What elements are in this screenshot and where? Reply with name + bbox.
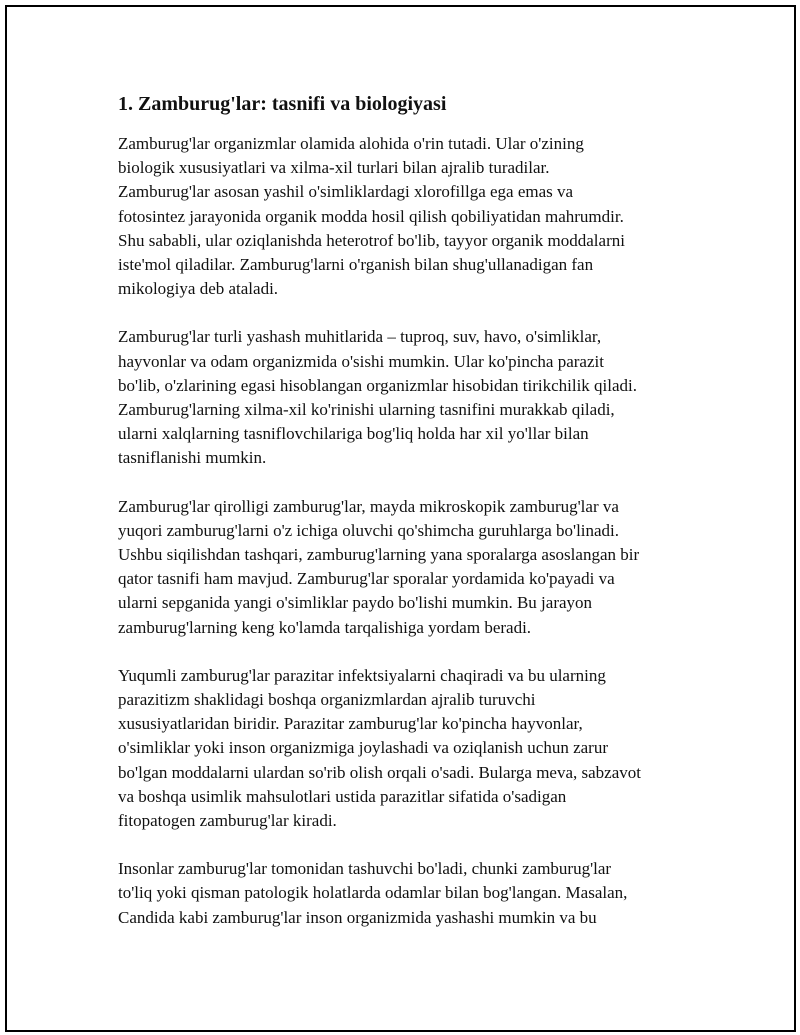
text-line: iste'mol qiladilar. Zamburug'larni o'rganish bilan shug'ullanadigan fan [118, 255, 594, 275]
text-line: o'simliklar yoki inson organizmiga joylashadi va oziqlanish uchun zarur [118, 738, 608, 758]
page-frame [5, 5, 796, 1032]
text-line: bo'lib, o'zlarining egasi hisoblangan organizmlar hisobidan tirikchilik qiladi. [118, 375, 638, 395]
text-line: mikologiya deb ataladi. [118, 279, 279, 299]
text-line: Zamburug'lar organizmlar olamida alohida o'rin tutadi. Ular o'zining [118, 134, 584, 153]
text-line: Ushbu siqilishdan tashqari, zamburug'larning yana sporalarga asoslangan bir [118, 545, 640, 565]
text-line: Insonlar zamburug'lar tomonidan tashuvchi bo'ladi, chunki zamburug'lar [118, 859, 612, 879]
paragraph-3 [118, 495, 708, 640]
text-line: tasniflanishi mumkin. [118, 448, 267, 468]
text-line: biologik xususiyatlari va xilma-xil turlari bilan ajralib turadilar. [118, 158, 550, 178]
text-line: Zamburug'lar asosan yashil o'simliklardagi xlorofillga ega emas va [118, 182, 574, 202]
text-line: fitopatogen zamburug'lar kiradi. [118, 811, 337, 831]
text-line: ularni xalqlarning tasniflovchilariga bog'liq holda har xil yo'llar bilan [118, 424, 589, 444]
text-line: hayvonlar va odam organizmida o'sishi mumkin. Ular ko'pincha parazit [118, 351, 604, 371]
paragraph-2 [118, 325, 708, 470]
paragraph-4 [118, 664, 708, 833]
text-line: xususiyatlaridan biridir. Parazitar zamburug'lar ko'pincha hayvonlar, [118, 714, 583, 734]
text-line: ularni sepganida yangi o'simliklar paydo bo'lishi mumkin. Bu jarayon [118, 593, 593, 613]
paragraph-1 [118, 132, 708, 301]
text-line: parazitizm shaklidagi boshqa organizmlardan ajralib turuvchi [118, 690, 536, 710]
text-line: qator tasnifi ham mavjud. Zamburug'lar sporalar yordamida ko'payadi va [118, 569, 615, 589]
text-line: Shu sababli, ular oziqlanishda heterotrof bo'lib, tayyor organik moddalarni [118, 230, 625, 250]
text-line: zamburug'larning keng ko'lamda tarqalishiga yordam beradi. [118, 617, 532, 637]
text-line: Zamburug'lar turli yashash muhitlarida – tuproq, suv, havo, o'simliklar, [118, 327, 602, 347]
text-line: to'liq yoki qisman patologik holatlarda odamlar bilan bog'langan. Masalan, [118, 883, 628, 903]
section-heading: 1. Zamburug'lar: tasnifi va biologiyasi [118, 93, 447, 115]
text-line: yuqori zamburug'larni o'z ichiga oluvchi qo'shimcha guruhlarga bo'linadi. [118, 520, 620, 540]
text-line: Zamburug'lar qirolligi zamburug'lar, mayda mikroskopik zamburug'lar va [118, 496, 619, 516]
document-body [118, 91, 708, 954]
text-line: bo'lgan moddalarni ulardan so'rib olish orqali o'sadi. Bularga meva, sabzavot [118, 762, 641, 782]
text-line: Yuqumli zamburug'lar parazitar infektsiyalarni chaqiradi va bu ularning [118, 665, 606, 685]
text-line: va boshqa usimlik mahsulotlari ustida parazitlar sifatida o'sadigan [118, 786, 567, 806]
paragraph-5 [118, 857, 708, 930]
text-line: Zamburug'larning xilma-xil ko'rinishi ularning tasnifini murakkab qiladi, [118, 400, 615, 420]
text-line: Candida kabi zamburug'lar inson organizmida yashashi mumkin va bu [118, 907, 597, 927]
text-line: fotosintez jarayonida organik modda hosil qilish qobiliyatidan mahrumdir. [118, 206, 624, 226]
